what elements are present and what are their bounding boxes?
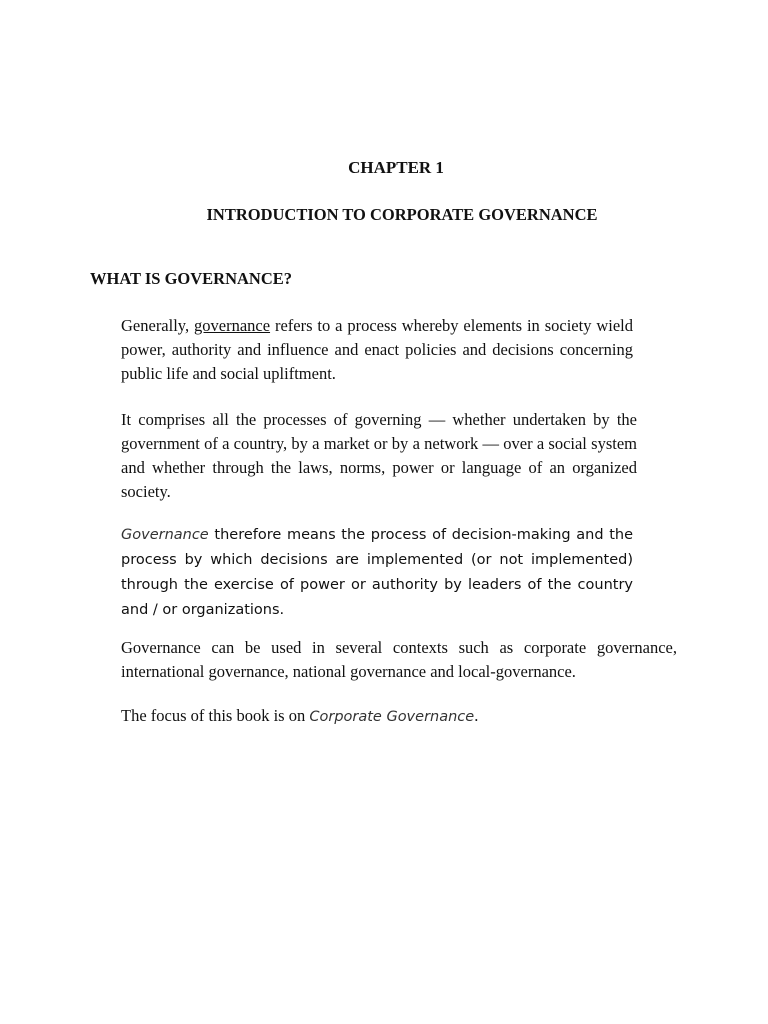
paragraph-governance-contexts: Governance can be used in several contexts such as corporate governance, international governance, national governance and local-governance. <box>121 638 677 681</box>
italic-corporate-governance: Corporate Governance <box>309 709 475 725</box>
section-heading: WHAT IS GOVERNANCE? <box>90 269 293 288</box>
italic-keyword-governance: Governance <box>121 527 209 543</box>
paragraph-5-lead: The focus of this book is on <box>121 706 310 725</box>
paragraph-5-end: . <box>474 706 479 725</box>
chapter-label: CHAPTER 1 <box>348 158 444 177</box>
paragraph-1-rest: refers to a process whereby elements in society wield power, authority and influence and enact policies and decisions concerning public life and social upliftment. <box>121 316 633 383</box>
underlined-keyword-governance: governance <box>194 316 271 335</box>
paragraph-1-lead: Generally, <box>121 316 194 335</box>
paragraph-book-focus <box>121 704 681 729</box>
paragraph-governance-definition <box>121 314 633 386</box>
paragraph-3-rest: therefore means the process of decision-making and the process by which decisions are implemented (or not implemented) through the exercise of power or authority by leaders of the country and / or organizations. <box>121 527 633 618</box>
chapter-title: INTRODUCTION TO CORPORATE GOVERNANCE <box>206 205 598 224</box>
paragraph-governing-processes: It comprises all the processes of governing — whether undertaken by the government of a country, by a market or by a network — over a social system and whether through the laws, norms, power or language of an organized society. <box>121 410 637 501</box>
paragraph-decision-making <box>121 522 633 622</box>
